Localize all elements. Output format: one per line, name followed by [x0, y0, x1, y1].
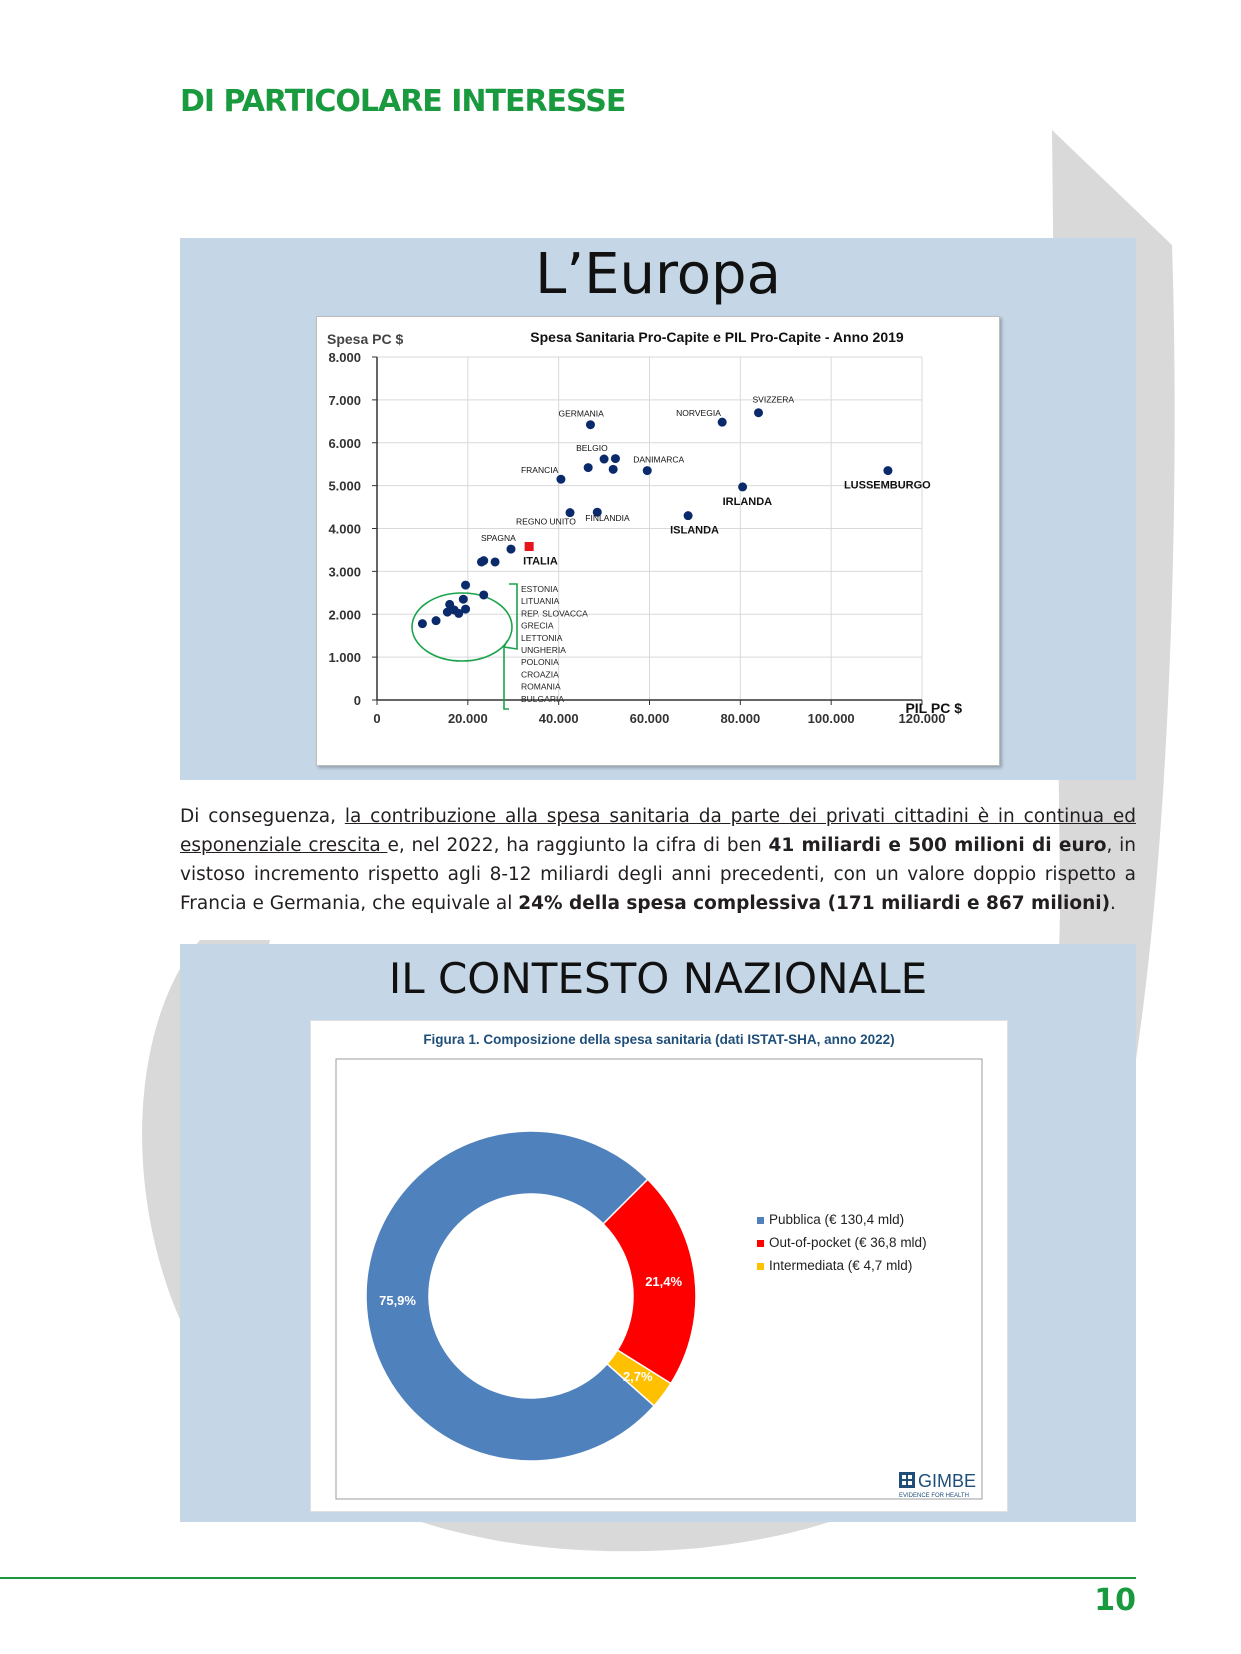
scatter-x-tick-label: 60.000	[629, 711, 670, 726]
scatter-point-label: FRANCIA	[520, 465, 559, 476]
scatter-group-label: ESTONIA	[521, 584, 559, 594]
scatter-point	[454, 609, 463, 618]
scatter-point-label: LUSSEMBURGO	[843, 479, 931, 492]
paragraph-part4: .	[1110, 893, 1116, 914]
scatter-y-tick-label: 2.000	[328, 607, 361, 623]
scatter-point-label: SVIZZERA	[752, 394, 795, 405]
scatter-y-tick-label: 7.000	[328, 392, 361, 408]
scatter-y-tick-label: 4.000	[328, 521, 361, 537]
section-header: DI PARTICOLARE INTERESSE	[180, 84, 626, 119]
scatter-point	[479, 590, 488, 599]
scatter-italia-label: ITALIA	[523, 555, 558, 568]
donut-legend-label: Intermediata (€ 4,7 mld)	[769, 1258, 913, 1273]
scatter-italia-marker	[525, 542, 534, 551]
donut-legend-swatch	[757, 1217, 764, 1224]
scatter-point-label: FINLANDIA	[585, 513, 630, 524]
europa-panel	[180, 238, 1136, 780]
scatter-y-tick-label: 5.000	[328, 478, 361, 494]
scatter-point	[600, 455, 609, 464]
scatter-y-tick-label: 0	[353, 693, 361, 708]
scatter-point-label: BELGIO	[576, 443, 608, 454]
donut-legend-label: Out-of-pocket (€ 36,8 mld)	[769, 1235, 927, 1250]
scatter-point-label: REGNO UNITO	[516, 516, 576, 527]
donut-slice-label: 2,7%	[622, 1369, 653, 1385]
scatter-point	[584, 463, 593, 472]
scatter-group-label: ROMANIA	[521, 681, 561, 692]
gimbe-logo	[899, 1471, 976, 1499]
europa-title: L’Europa	[535, 242, 781, 307]
scatter-point	[506, 545, 515, 554]
scatter-x-tick-label: 0	[373, 711, 381, 726]
scatter-y-ticks	[328, 350, 377, 708]
scatter-x-tick-label: 120.000	[898, 711, 946, 726]
scatter-y-tick-label: 1.000	[328, 650, 361, 666]
scatter-point-label: IRLANDA	[722, 495, 773, 508]
scatter-point	[586, 420, 595, 429]
scatter-group-label: UNGHERIA	[521, 645, 566, 655]
scatter-xlabel: PIL PC $	[905, 700, 962, 716]
scatter-point	[461, 581, 470, 590]
scatter-chart	[316, 316, 1000, 766]
scatter-point-label: NORVEGIA	[676, 408, 721, 419]
scatter-x-ticks	[373, 700, 945, 726]
scatter-group-label: CROAZIA	[521, 669, 559, 680]
scatter-ylabel: Spesa PC $	[327, 331, 404, 347]
donut-legend-label: Pubblica (€ 130,4 mld)	[769, 1212, 905, 1227]
scatter-group-label: BULGARIA	[521, 693, 564, 704]
scatter-point	[883, 466, 892, 475]
scatter-svg	[317, 317, 999, 765]
scatter-group-bracket	[504, 584, 517, 709]
paragraph-part3: , in vistoso incremento rispetto agli 8-12 miliardi degli anni precedenti, con un valore doppio rispetto a Francia e Germania, che equivale al	[180, 835, 1136, 914]
donut-legend-swatch	[757, 1263, 764, 1270]
scatter-point	[432, 616, 441, 625]
paragraph-part1: Di conseguenza,	[180, 806, 345, 827]
scatter-point	[611, 454, 620, 463]
scatter-x-tick-label: 80.000	[720, 711, 761, 726]
paragraph-bold2: 24% della spesa complessiva (171 miliardi e 867 milioni)	[518, 893, 1111, 914]
scatter-group-label: GRECIA	[521, 620, 554, 631]
donut-chart	[310, 1020, 1008, 1512]
scatter-point	[684, 511, 693, 520]
scatter-x-tick-label: 20.000	[447, 711, 488, 726]
scatter-point-label: GERMANIA	[558, 408, 604, 419]
contesto-panel	[180, 944, 1136, 1522]
scatter-point	[459, 595, 468, 604]
scatter-y-tick-label: 6.000	[328, 435, 361, 451]
donut-slice-label: 21,4%	[645, 1273, 683, 1289]
scatter-point-label: DANIMARCA	[633, 454, 685, 465]
gimbe-logo-text: GIMBE	[918, 1471, 977, 1491]
scatter-group-label: LITUANIA	[521, 596, 560, 607]
donut-legend-swatch	[757, 1240, 764, 1247]
scatter-point	[556, 475, 565, 484]
donut-slice-label: 75,9%	[379, 1292, 416, 1308]
gimbe-logo-subtext: EVIDENCE FOR HEALTH	[899, 1493, 969, 1499]
page-number: 10	[1094, 1583, 1136, 1618]
contesto-title: IL CONTESTO NAZIONALE	[388, 954, 928, 1003]
scatter-group-label: LETTONIA	[521, 632, 563, 643]
scatter-point	[643, 466, 652, 475]
paragraph-underlined: la contribuzione alla spesa sanitaria da parte dei privati cittadini è in continua ed esponenziale crescita	[180, 806, 1137, 856]
footer-rule	[0, 1577, 1136, 1579]
scatter-group-label: POLONIA	[521, 657, 559, 668]
scatter-points	[418, 395, 931, 628]
paragraph-part2: e, nel 2022, ha raggiunto la cifra di ben	[387, 835, 769, 856]
paragraph-bold1: 41 miliardi e 500 milioni di euro	[768, 835, 1107, 856]
gimbe-logo-mark	[899, 1472, 915, 1488]
scatter-point	[491, 557, 500, 566]
scatter-point	[754, 408, 763, 417]
scatter-point-label: ISLANDA	[670, 524, 719, 537]
scatter-group-label: REP. SLOVACCA	[521, 608, 588, 619]
scatter-y-tick-label: 8.000	[328, 350, 361, 365]
scatter-y-tick-label: 3.000	[328, 564, 361, 580]
scatter-point	[738, 482, 747, 491]
scatter-point	[443, 608, 452, 617]
scatter-point	[418, 619, 427, 628]
scatter-group-annotation	[412, 584, 588, 709]
donut-svg	[311, 1021, 1007, 1511]
donut-legend	[757, 1212, 927, 1273]
donut-title: Figura 1. Composizione della spesa sanitaria (dati ISTAT-SHA, anno 2022)	[423, 1032, 895, 1047]
scatter-x-tick-label: 100.000	[807, 711, 855, 726]
scatter-point	[718, 418, 727, 427]
body-paragraph	[180, 802, 1136, 918]
scatter-point-label: SPAGNA	[480, 533, 516, 544]
scatter-point	[609, 465, 618, 474]
scatter-point	[477, 557, 486, 566]
scatter-title: Spesa Sanitaria Pro-Capite e PIL Pro-Capite - Anno 2019	[530, 329, 904, 345]
scatter-grid	[377, 357, 922, 700]
scatter-x-tick-label: 40.000	[538, 711, 579, 726]
